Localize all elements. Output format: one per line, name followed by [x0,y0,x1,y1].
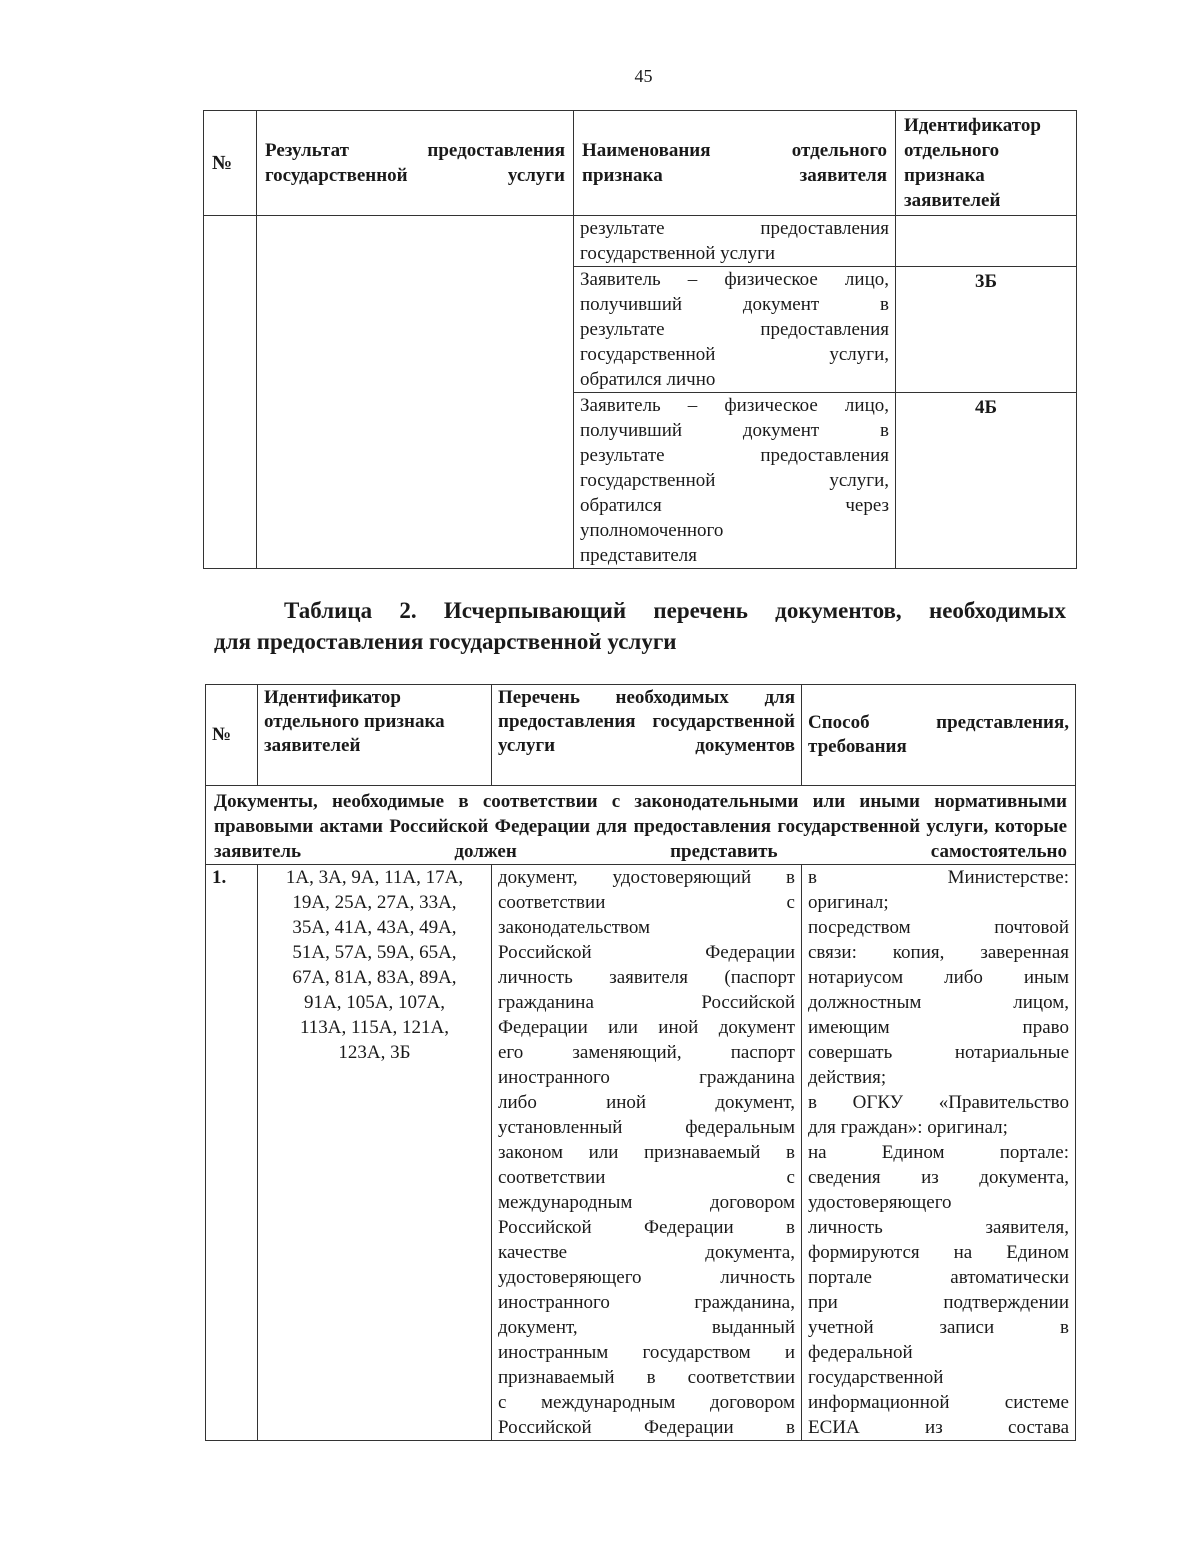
text-line: связи: копия, заверенная [808,942,1069,963]
text-line: портале автоматически [808,1267,1069,1288]
text-line: иностранным государством и [498,1342,795,1363]
table-2-title-line-2: для предоставления государственной услуги [214,629,677,654]
table-1-header-id: Идентификатор отдельного признака заявителей [896,111,1077,216]
text-line: государственной услуги, [580,344,889,365]
text-line: с международным договором [498,1392,795,1413]
table-2-id-cell [258,865,492,1441]
text-line: уполномоченного [580,520,724,541]
text-line: на Едином портале: [808,1142,1069,1163]
table-1-header-name: Наименования отдельного признака заявителя [574,111,896,216]
text-line: учетной записи в [808,1317,1069,1338]
text-line: государственной услуги [580,243,776,264]
text-line: соответствии с [498,1167,795,1188]
text-line: должностным лицом, [808,992,1069,1013]
table-2-title-line-1: Таблица 2. Исчерпывающий перечень документов, необходимых [284,598,1066,623]
text-line: 51А, 57А, 59А, 65А, [292,942,457,963]
text-line: федеральной [808,1342,913,1363]
text-line: документ, удостоверяющий в [498,867,795,888]
text-line: 123А, 3Б [338,1042,411,1063]
table-2-title [214,595,1066,657]
table-1-continuation [203,110,1077,569]
table-1-name-cell [574,393,896,569]
table-1-id-cell [896,216,1077,267]
text-line: 1А, 3А, 9А, 11А, 17А, [285,867,464,888]
text-line: обратился через [580,495,889,516]
text-line: посредством почтовой [808,917,1069,938]
text-line: 67А, 81А, 83А, 89А, [292,967,457,988]
table-2-header-docs: Перечень необходимых для предоставления государственной услуги документов [492,685,802,786]
text-line: получивший документ в [580,420,889,441]
text-line: международным договором [498,1192,795,1213]
table-2-header-method: Способ представления, требования [802,685,1076,786]
table-1-header-num: № [204,111,257,216]
text-line: установленный федеральным [498,1117,795,1138]
text-line: 91А, 105А, 107А, [304,992,445,1013]
text-line: иностранного гражданина, [498,1292,795,1313]
text-line: Заявитель – физическое лицо, [580,395,889,416]
text-line: Заявитель – физическое лицо, [580,269,889,290]
text-line: в Министерстве: [808,867,1069,888]
table-1-id-cell: 4Б [896,393,1077,569]
text-line: 113А, 115А, 121А, [299,1017,449,1038]
text-line: 19А, 25А, 27А, 33А, [292,892,457,913]
text-line: Российской Федерации [498,942,795,963]
text-line: при подтверждении [808,1292,1069,1313]
text-line: Федерации или иной документ [498,1017,795,1038]
table-2-header-id: Идентификатор отдельного признака заявителей [258,685,492,786]
text-line: формируются на Едином [808,1242,1069,1263]
text-line: имеющим право [808,1017,1069,1038]
table-2-docs-cell [492,865,802,1441]
text-line: Российской Федерации в [498,1217,795,1238]
text-line: действия; [808,1067,887,1088]
table-2-header-row [206,685,1076,786]
table-row [206,865,1076,1441]
table-2-num-cell: 1. [206,865,258,1441]
page-number: 45 [634,66,653,86]
text-line: либо иной документ, [498,1092,795,1113]
table-1-id-cell: 3Б [896,267,1077,393]
table-1-name-cell [574,216,896,267]
text-line: результате предоставления [580,319,889,340]
text-line: для граждан»: оригинал; [808,1117,1008,1138]
table-1-num-cell [204,216,257,569]
text-line: результате предоставления [580,218,889,239]
text-line: личность заявителя, [808,1217,1069,1238]
table-2-section-row [206,786,1076,865]
text-line: личность заявителя (паспорт [498,967,795,988]
text-line: ЕСИА из состава [808,1417,1069,1438]
text-line: удостоверяющего [808,1192,952,1213]
text-line: оригинал; [808,892,889,913]
table-2 [205,684,1076,1441]
text-line: результате предоставления [580,445,889,466]
text-line: нотариусом либо иным [808,967,1069,988]
table-row [204,216,1077,267]
table-2-section-heading: Документы, необходимые в соответствии с законодательными или иными нормативными правовыми актами Российской Федерации для предоставления государственной услуги, которые заявитель должен представить самостоятельно [206,786,1076,865]
text-line: информационной системе [808,1392,1069,1413]
text-line: получивший документ в [580,294,889,315]
text-line: его заменяющий, паспорт [498,1042,795,1063]
table-2-header-num: № [206,685,258,786]
text-line: удостоверяющего личность [498,1267,795,1288]
text-line: законом или признаваемый в [498,1142,795,1163]
text-line: обратился лично [580,369,716,390]
text-line: качестве документа, [498,1242,795,1263]
text-line: 35А, 41А, 43А, 49А, [292,917,457,938]
text-line: законодательством [498,917,651,938]
text-line: гражданина Российской [498,992,795,1013]
table-1-result-cell [257,216,574,569]
text-line: иностранного гражданина [498,1067,795,1088]
text-line: представителя [580,545,698,566]
table-1-header-row [204,111,1077,216]
table-1-name-cell [574,267,896,393]
text-line: документ, выданный [498,1317,795,1338]
text-line: государственной [808,1367,944,1388]
text-line: государственной услуги, [580,470,889,491]
text-line: Российской Федерации в [498,1417,795,1438]
table-2-method-cell [802,865,1076,1441]
text-line: в ОГКУ «Правительство [808,1092,1069,1113]
text-line: совершать нотариальные [808,1042,1069,1063]
text-line: сведения из документа, [808,1167,1069,1188]
text-line: признаваемый в соответствии [498,1367,795,1388]
text-line: соответствии с [498,892,795,913]
table-1-header-result: Результат предоставления государственной услуги [257,111,574,216]
